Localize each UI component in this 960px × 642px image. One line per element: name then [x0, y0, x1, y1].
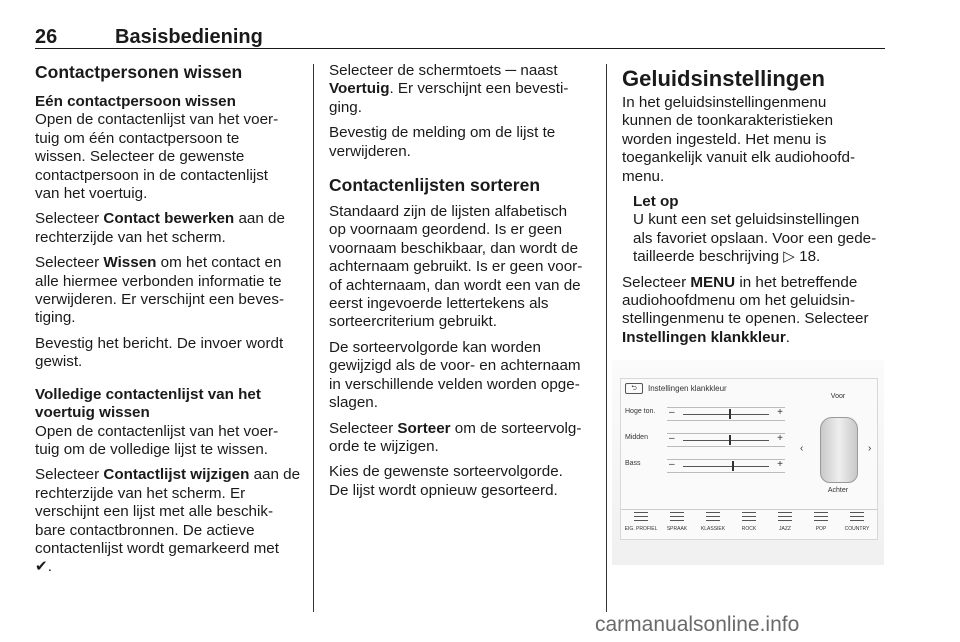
paragraph: [622, 274, 887, 348]
paragraph: [35, 423, 305, 460]
eq-slider[interactable]: [667, 433, 785, 447]
page-number: 26: [35, 26, 58, 48]
preset-button[interactable]: [659, 512, 695, 532]
preset-button[interactable]: [731, 512, 767, 532]
paragraph: [35, 111, 305, 203]
text-line: [622, 274, 887, 292]
plus-icon[interactable]: +: [777, 407, 783, 418]
column-divider: [606, 64, 607, 612]
text-line: alle hiermee verbonden informatie te: [35, 272, 282, 290]
minus-icon[interactable]: –: [669, 433, 675, 444]
text-line: slagen.: [329, 394, 378, 412]
column-3: [622, 66, 887, 354]
text-line: verwijderen.: [329, 142, 411, 160]
equalizer-icon: [814, 512, 828, 524]
text: .: [785, 328, 790, 346]
text-line: gewist.: [35, 353, 83, 371]
preset-button[interactable]: [623, 512, 659, 532]
column-1: [35, 62, 305, 584]
text: Selecteer: [329, 419, 398, 437]
subheading-full-list: [35, 386, 305, 423]
text-line: Standaard zijn de lijsten alfabetisch: [329, 203, 568, 221]
text: om de sorteervolg-: [450, 419, 582, 437]
menu-term: Sorteer: [397, 419, 451, 437]
equalizer-icon: [670, 512, 684, 524]
equalizer-icon: [634, 512, 648, 524]
paragraph: [35, 254, 305, 328]
text-line: sorteercriterium gebruikt.: [329, 313, 497, 331]
column-divider: [313, 64, 314, 612]
chevron-left-icon[interactable]: ‹: [800, 443, 804, 454]
slider-knob[interactable]: [729, 435, 731, 445]
paragraph: [35, 466, 305, 576]
text-line: kunnen de toonkarakteristieken: [622, 112, 834, 130]
text-line: In het geluidsinstellingenmenu: [622, 94, 827, 111]
page-header: [35, 26, 885, 49]
preset-label: EIG. PROFIEL: [624, 526, 658, 532]
paragraph: [329, 203, 599, 332]
menu-term: Wissen: [103, 254, 157, 272]
preset-label: COUNTRY: [844, 526, 870, 532]
equalizer-icon: [850, 512, 864, 524]
text-line: U kunt een set geluidsinstellingen: [633, 211, 860, 229]
paragraph: [329, 420, 599, 457]
rear-label: Achter: [827, 487, 849, 494]
preset-label: SPRAAK: [666, 526, 688, 532]
text-line: achternaam gebruikt. Is er geen voor-: [329, 258, 583, 276]
paragraph: [329, 62, 599, 117]
preset-button[interactable]: [695, 512, 731, 532]
text-line: voertuig wissen: [35, 404, 150, 422]
preset-label: ROCK: [741, 526, 757, 532]
text-line: [329, 80, 599, 98]
slider-track: [683, 466, 769, 467]
text: Selecteer: [622, 273, 691, 291]
plus-icon[interactable]: +: [777, 433, 783, 444]
car-icon: [820, 417, 858, 483]
text-line: contactenlijst wordt gemarkeerd met: [35, 539, 279, 557]
eq-label: Hoge ton.: [625, 408, 656, 415]
preset-label: KLASSIEK: [700, 526, 726, 532]
text-line: audiohoofdmenu om het geluidsin-: [622, 292, 856, 310]
text-line: stellingenmenu te openen. Selecteer: [622, 310, 869, 328]
equalizer-icon: [778, 512, 792, 524]
menu-term: Contact bewerken: [103, 210, 235, 228]
text-line: tuig om één contactpersoon te: [35, 129, 240, 147]
eq-row-bass: [625, 457, 793, 471]
text-line: tailleerde beschrijving ▷ 18.: [633, 248, 821, 266]
watermark: carmanualsonline.info: [595, 613, 800, 636]
text-line: wissen. Selecteer de gewenste: [35, 148, 245, 166]
column-2: [329, 62, 599, 507]
text-line: Kies de gewenste sorteervolgorde.: [329, 463, 563, 481]
text-line: in verschillende velden worden opge-: [329, 375, 580, 393]
text-line: eerst ingevoerde lettertekens als: [329, 295, 549, 313]
text-line: toegankelijk vanuit elk audiohoofd-: [622, 149, 856, 167]
subheading-single: Eén contactpersoon wissen: [35, 93, 236, 110]
slider-knob[interactable]: [732, 461, 734, 471]
slider-track: [683, 440, 769, 441]
paragraph: [329, 124, 599, 161]
paragraph: [35, 210, 305, 247]
text-line: [35, 210, 305, 228]
text-line: verschijnt een lijst met alle beschik-: [35, 503, 274, 521]
text: Selecteer: [35, 254, 104, 272]
eq-slider[interactable]: [667, 407, 785, 421]
menu-term: Contactlijst wijzigen: [103, 466, 250, 484]
text-line: op voornaam geordend. Is er geen: [329, 221, 563, 239]
text-line: van het voertuig.: [35, 185, 148, 203]
note-box: [622, 193, 887, 267]
text: Selecteer: [35, 210, 104, 228]
screen-panel: [620, 378, 878, 540]
minus-icon[interactable]: –: [669, 459, 675, 470]
menu-term: Instellingen klankkleur: [622, 328, 786, 346]
text: om het contact en: [156, 254, 282, 272]
plus-icon[interactable]: +: [777, 459, 783, 470]
menu-term: MENU: [690, 273, 736, 291]
text-line: worden ingesteld. Het menu is: [622, 130, 827, 148]
text-line: [35, 254, 305, 272]
text-line: [329, 420, 599, 438]
text-line: Volledige contactenlijst van het: [35, 385, 261, 403]
screen-title-bar: [625, 383, 805, 395]
text-line: rechterzijde van het scherm. Er: [35, 484, 246, 502]
text: aan de: [234, 210, 285, 228]
heading-sound-settings: Geluidsinstellingen: [622, 66, 825, 91]
equalizer-icon: [742, 512, 756, 524]
text-line: voornaam beschikbaar, dan wordt de: [329, 239, 579, 257]
minus-icon[interactable]: –: [669, 407, 675, 418]
text: . Er verschijnt een bevesti-: [389, 80, 569, 98]
text-line: verwijderen. Er verschijnt een beves-: [35, 291, 285, 309]
text-line: [622, 329, 887, 347]
text-line: contactpersoon in de contactenlijst: [35, 166, 269, 184]
text-line: ging.: [329, 98, 362, 116]
text: aan de: [249, 466, 301, 484]
chevron-right-icon[interactable]: ›: [868, 443, 872, 454]
text-line: menu.: [622, 167, 665, 185]
eq-label: Bass: [625, 460, 641, 467]
heading-sort: Contactenlijsten sorteren: [329, 175, 541, 196]
preset-bar: [621, 509, 877, 540]
text-line: bare contactbronnen. De actieve: [35, 521, 255, 539]
eq-slider[interactable]: [667, 459, 785, 473]
text-line: rechterzijde van het scherm.: [35, 228, 226, 246]
paragraph: [329, 339, 599, 413]
screen-title: Instellingen klankkleur: [648, 384, 727, 393]
sound-settings-screenshot: [612, 360, 884, 565]
text-line: tuig om de volledige lijst te wissen.: [35, 440, 268, 458]
text-line: Bevestig de melding om de lijst te: [329, 124, 556, 142]
preset-label: JAZZ: [779, 526, 791, 532]
text-line: Selecteer de schermtoets ─ naast: [329, 62, 558, 79]
heading-contacts-delete: Contactpersonen wissen: [35, 62, 243, 82]
slider-knob[interactable]: [729, 409, 731, 419]
text-line: tiging.: [35, 309, 76, 327]
paragraph: [35, 335, 305, 372]
text-line: orde te wijzigen.: [329, 437, 439, 455]
text: Selecteer: [35, 466, 104, 484]
checkmark-icon: ✔.: [35, 558, 52, 576]
front-label: Voor: [830, 393, 846, 400]
note-title: Let op: [633, 193, 679, 211]
text-line: De sorteervolgorde kan worden: [329, 338, 541, 356]
text-line: of achternaam, dan wordt een van de: [329, 276, 581, 294]
preset-button[interactable]: [839, 512, 875, 532]
back-icon[interactable]: ⮌: [625, 383, 643, 394]
text-line: Open de contactenlijst van het voer-: [35, 422, 279, 440]
preset-button[interactable]: [803, 512, 839, 532]
slider-track: [683, 414, 769, 415]
preset-label: POP: [815, 526, 827, 532]
text-line: Bevestig het bericht. De invoer wordt: [35, 334, 284, 352]
eq-row-treble: [625, 405, 793, 419]
paragraph: [622, 94, 887, 186]
text-line: als favoriet opslaan. Voor een gede-: [633, 229, 877, 247]
equalizer-icon: [706, 512, 720, 524]
menu-term: Voertuig: [329, 80, 390, 98]
text: in het betreffende: [735, 273, 858, 291]
balance-fader-control[interactable]: [800, 393, 872, 499]
preset-button[interactable]: [767, 512, 803, 532]
paragraph: [329, 463, 599, 500]
eq-row-mid: [625, 431, 793, 445]
text-line: gewijzigd als de voor- en achternaam: [329, 357, 581, 375]
section-title: Basisbediening: [115, 26, 263, 48]
eq-label: Midden: [625, 434, 648, 441]
text-line: De lijst wordt opnieuw gesorteerd.: [329, 481, 558, 499]
text-line: Open de contactenlijst van het voer-: [35, 111, 279, 129]
text-line: [35, 466, 305, 484]
